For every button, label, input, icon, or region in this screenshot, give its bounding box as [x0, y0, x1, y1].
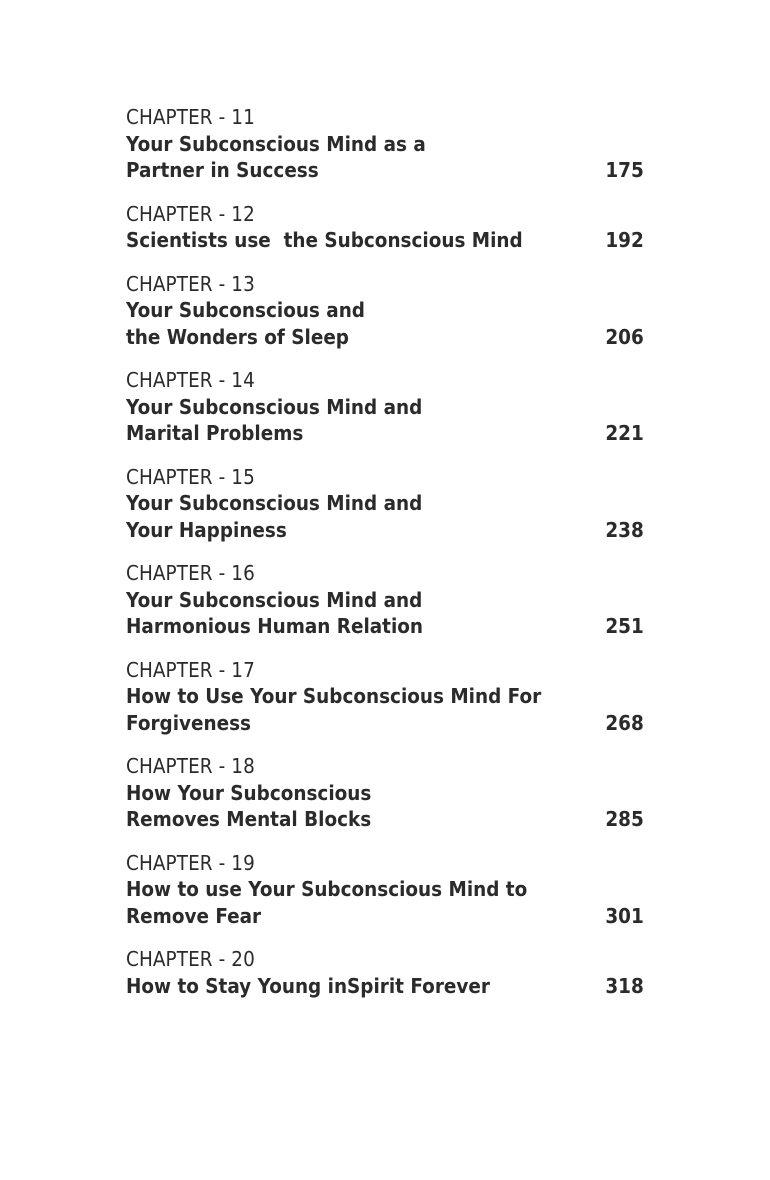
- chapter-label: CHAPTER - 20: [126, 947, 255, 971]
- chapter-title-line: Your Subconscious Mind and: [126, 587, 423, 612]
- toc-entry-chapter-19[interactable]: [126, 850, 646, 930]
- page-number: 175: [605, 158, 644, 182]
- chapter-title-line: Forgiveness: [126, 710, 251, 735]
- chapter-title-line: How Your Subconscious: [126, 780, 372, 805]
- chapter-title-line: Partner in Success: [126, 158, 319, 182]
- chapter-title-line: Harmonious Human Relation: [126, 614, 424, 638]
- chapter-label: CHAPTER - 18: [126, 754, 255, 778]
- chapter-title-line: How to Stay Young inSpirit Forever: [126, 973, 490, 998]
- page-number: 285: [605, 807, 644, 831]
- toc-entry-chapter-15[interactable]: [126, 464, 646, 544]
- chapter-title-line: Removes Mental Blocks: [126, 807, 372, 831]
- chapter-title-line: Scientists use the Subconscious Mind: [126, 228, 523, 252]
- toc-entry-chapter-16[interactable]: [126, 560, 646, 640]
- toc-entry-chapter-12[interactable]: [126, 201, 646, 254]
- chapter-title-line: How to use Your Subconscious Mind to: [126, 877, 528, 901]
- page-number: 268: [605, 710, 644, 735]
- chapter-title-line: Your Happiness: [126, 517, 287, 542]
- chapter-title-line: Remove Fear: [126, 903, 262, 928]
- chapter-title-line: Your Subconscious Mind as a: [126, 131, 426, 156]
- toc-entry-chapter-18[interactable]: [126, 753, 646, 833]
- page-number: 238: [605, 517, 644, 542]
- chapter-label: CHAPTER - 16: [126, 561, 255, 585]
- toc-entry-chapter-14[interactable]: [126, 367, 646, 447]
- chapter-title-line: Your Subconscious Mind and: [126, 491, 423, 515]
- page-number: 251: [605, 614, 644, 638]
- page-number: 221: [605, 421, 644, 445]
- chapter-label: CHAPTER - 15: [126, 464, 255, 489]
- chapter-label: CHAPTER - 14: [126, 368, 255, 392]
- page-number: 301: [605, 903, 644, 928]
- toc-entry-chapter-11[interactable]: [126, 104, 646, 184]
- chapter-title-line: Your Subconscious Mind and: [126, 394, 423, 419]
- toc-entry-chapter-20[interactable]: [126, 946, 646, 999]
- chapter-label: CHAPTER - 19: [126, 850, 255, 875]
- chapter-label: CHAPTER - 12: [126, 201, 255, 226]
- table-of-contents: [126, 104, 646, 1016]
- toc-entry-chapter-13[interactable]: [126, 271, 646, 351]
- chapter-title-line: Marital Problems: [126, 421, 304, 445]
- chapter-title-line: How to Use Your Subconscious Mind For: [126, 684, 542, 708]
- page-number: 318: [605, 973, 644, 998]
- chapter-label: CHAPTER - 17: [126, 657, 255, 682]
- page-number: 192: [605, 228, 644, 252]
- chapter-title-line: Your Subconscious and: [126, 298, 365, 322]
- chapter-label: CHAPTER - 13: [126, 271, 255, 296]
- chapter-title-line: the Wonders of Sleep: [126, 324, 349, 349]
- chapter-label: CHAPTER - 11: [126, 105, 255, 129]
- toc-entry-chapter-17[interactable]: [126, 657, 646, 737]
- page-number: 206: [605, 324, 644, 349]
